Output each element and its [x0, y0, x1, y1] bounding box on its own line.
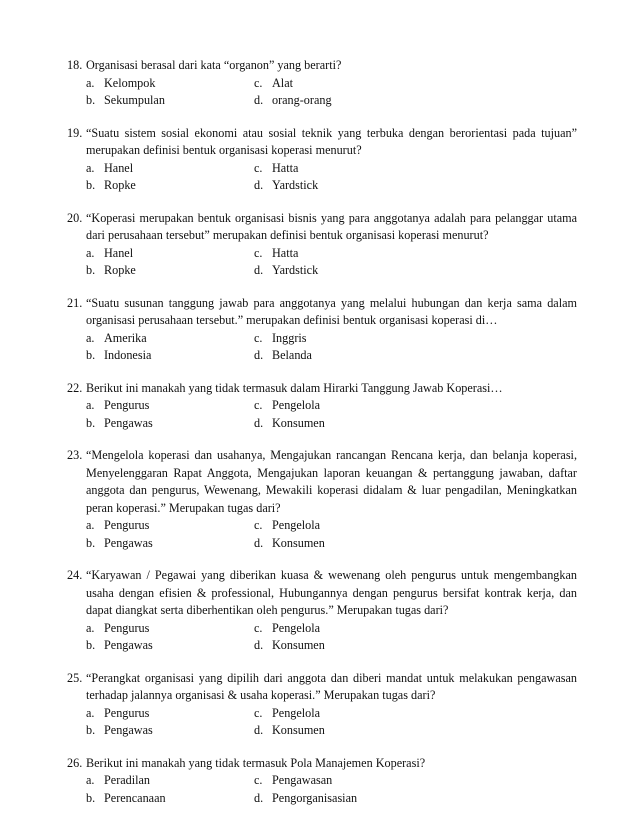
answer-option [86, 517, 254, 535]
option-letter: b. [86, 263, 96, 277]
answer-option [86, 245, 254, 263]
option-text: Pengurus [104, 620, 150, 635]
option-letter: a. [86, 518, 95, 532]
option-text: Pengawasan [272, 773, 333, 787]
answer-option [86, 160, 254, 178]
option-row [67, 415, 577, 433]
option-letter: c. [254, 160, 263, 175]
answer-option [254, 160, 298, 178]
option-row [67, 330, 577, 348]
option-letter: b. [86, 638, 96, 652]
option-letter: d. [254, 790, 264, 805]
question-row [67, 125, 577, 160]
option-letter: c. [254, 245, 263, 260]
option-row [67, 705, 577, 723]
question-text: “Suatu sistem sosial ekonomi atau sosial teknik yang terbuka dengan berorientasi pada tujuan” merupakan definisi bentuk organisasi koperasi menurut? [86, 125, 577, 157]
option-row [67, 92, 577, 110]
answer-option [86, 620, 254, 638]
answer-option [254, 535, 325, 553]
question-number: 24. [67, 568, 83, 582]
option-text: Konsumen [272, 535, 325, 550]
option-row [67, 75, 577, 93]
option-letter: d. [254, 415, 264, 430]
answer-option [254, 245, 298, 263]
option-text: Sekumpulan [104, 93, 165, 107]
question-row [67, 567, 577, 620]
question-item [67, 57, 577, 110]
option-letter: b. [86, 93, 96, 107]
option-text: Pengelola [272, 620, 321, 635]
option-text: Amerika [104, 330, 147, 345]
option-row [67, 160, 577, 178]
answer-option [86, 92, 254, 110]
option-text: Pengawas [104, 723, 153, 737]
answer-option [86, 262, 254, 280]
option-letter: a. [86, 75, 95, 90]
question-text: “Mengelola koperasi dan usahanya, Mengajukan rancangan Rencana kerja, dan belanja koperasi, Menyelenggaran Rapat Anggota, Mengajukan laporan keuangan & pertanggung jawaban, daftar anggota dan pengurus, Wewenang, Mewakili koperasi didalam & luar pengadilan, Meningkatkan peran koperasi.” Merupakan tugas dari? [86, 448, 577, 515]
question-number: 22. [67, 380, 83, 395]
question-item [67, 670, 577, 740]
option-text: Indonesia [104, 348, 152, 362]
option-row [67, 347, 577, 365]
answer-option [254, 620, 320, 638]
option-letter: d. [254, 638, 264, 652]
question-text: “Perangkat organisasi yang dipilih dari anggota dan diberi mandat untuk melakukan pengawasan terhadap jalannya organisasi & usaha koperasi.” Merupakan tugas dari? [86, 670, 577, 702]
question-number: 26. [67, 755, 83, 770]
option-letter: c. [254, 773, 263, 787]
option-text: Pengawas [104, 535, 153, 550]
option-text: Pengelola [272, 705, 321, 720]
answer-option [254, 330, 307, 348]
option-text: Hatta [272, 160, 299, 175]
option-letter: a. [86, 773, 95, 787]
answer-option [254, 637, 325, 655]
question-number: 19. [67, 125, 83, 140]
option-row [67, 262, 577, 280]
question-row [67, 57, 577, 75]
option-row [67, 245, 577, 263]
option-letter: b. [86, 723, 96, 737]
answer-option [254, 705, 320, 723]
answer-option [254, 772, 332, 790]
answer-option [254, 722, 325, 740]
option-letter: b. [86, 348, 96, 362]
question-number: 21. [67, 295, 83, 310]
question-row [67, 295, 577, 330]
option-text: orang-orang [272, 93, 332, 107]
question-text: “Suatu susunan tanggung jawab para anggotanya yang melalui hubungan dan kerja sama dalam organisasi perusahaan tersebut.” merupakan definisi bentuk organisasi koperasi di… [86, 295, 577, 327]
option-letter: c. [254, 330, 263, 345]
answer-option [254, 790, 357, 808]
question-item [67, 380, 577, 433]
option-letter: b. [86, 178, 96, 192]
option-row [67, 535, 577, 553]
option-letter: a. [86, 705, 95, 720]
option-text: Pengorganisasian [272, 790, 358, 805]
option-letter: d. [254, 93, 264, 107]
question-text: Organisasi berasal dari kata “organon” yang berarti? [86, 58, 342, 72]
option-letter: a. [86, 245, 95, 260]
question-number: 25. [67, 670, 83, 685]
question-item [67, 447, 577, 552]
option-row [67, 177, 577, 195]
answer-option [86, 637, 254, 655]
option-letter: c. [254, 620, 263, 635]
answer-option [254, 262, 318, 280]
option-letter: b. [86, 535, 96, 550]
answer-option [254, 397, 320, 415]
question-row [67, 670, 577, 705]
option-text: Pengurus [104, 518, 150, 532]
question-text: “Karyawan / Pegawai yang diberikan kuasa & wewenang oleh pengurus untuk mengembangkan usaha dengan efisien & professional, Hubungannya dengan pengurus bersifat kontrak kerja, dan dapat diangkat serta diberhentikan oleh pengurus.” Merupakan tugas dari? [86, 568, 577, 617]
option-letter: d. [254, 178, 264, 192]
option-letter: c. [254, 518, 263, 532]
option-text: Pengelola [272, 518, 321, 532]
question-number: 23. [67, 448, 83, 462]
option-text: Alat [272, 75, 293, 90]
answer-option [254, 177, 318, 195]
option-letter: d. [254, 263, 264, 277]
question-row [67, 380, 577, 398]
answer-option [254, 75, 293, 93]
option-letter: d. [254, 723, 264, 737]
option-text: Pengurus [104, 705, 150, 720]
option-text: Pengelola [272, 398, 321, 412]
option-letter: a. [86, 160, 95, 175]
answer-option [86, 535, 254, 553]
option-text: Hanel [104, 245, 134, 260]
option-row [67, 637, 577, 655]
question-list [67, 57, 577, 822]
option-text: Belanda [272, 348, 312, 362]
option-text: Yardstick [272, 263, 319, 277]
answer-option [86, 705, 254, 723]
answer-option [86, 722, 254, 740]
option-text: Peradilan [104, 773, 151, 787]
option-text: Pengawas [104, 415, 153, 430]
option-row [67, 772, 577, 790]
option-letter: a. [86, 398, 95, 412]
option-text: Perencanaan [104, 790, 166, 805]
answer-option [86, 347, 254, 365]
question-row [67, 447, 577, 517]
option-text: Konsumen [272, 723, 325, 737]
option-letter: d. [254, 348, 264, 362]
option-text: Pengawas [104, 638, 153, 652]
answer-option [254, 517, 320, 535]
option-text: Ropke [104, 263, 136, 277]
question-item [67, 755, 577, 808]
answer-option [86, 415, 254, 433]
question-item [67, 210, 577, 280]
option-row [67, 722, 577, 740]
option-text: Pengurus [104, 398, 150, 412]
option-letter: a. [86, 620, 95, 635]
question-item [67, 567, 577, 655]
question-row [67, 210, 577, 245]
option-text: Inggris [272, 330, 307, 345]
answer-option [254, 415, 325, 433]
answer-option [86, 397, 254, 415]
option-letter: c. [254, 75, 263, 90]
answer-option [254, 92, 332, 110]
answer-option [86, 75, 254, 93]
answer-option [86, 772, 254, 790]
question-item [67, 295, 577, 365]
question-item [67, 125, 577, 195]
option-row [67, 620, 577, 638]
option-letter: b. [86, 790, 96, 805]
option-text: Hanel [104, 160, 134, 175]
option-text: Ropke [104, 178, 136, 192]
option-row [67, 517, 577, 535]
option-letter: c. [254, 398, 263, 412]
option-row [67, 790, 577, 808]
option-letter: c. [254, 705, 263, 720]
option-text: Konsumen [272, 415, 325, 430]
question-row [67, 755, 577, 773]
option-letter: d. [254, 535, 264, 550]
option-text: Yardstick [272, 178, 319, 192]
option-letter: b. [86, 415, 96, 430]
question-text: “Koperasi merupakan bentuk organisasi bisnis yang para anggotanya adalah para pelanggar utama dari perusahaan tersebut” merupakan definisi bentuk organisasi koperasi menurut? [86, 210, 577, 242]
option-text: Hatta [272, 245, 299, 260]
answer-option [86, 330, 254, 348]
question-text: Berikut ini manakah yang tidak termasuk dalam Hirarki Tanggung Jawab Koperasi… [86, 380, 503, 395]
question-number: 20. [67, 210, 83, 225]
answer-option [86, 177, 254, 195]
option-letter: a. [86, 330, 95, 345]
option-row [67, 397, 577, 415]
answer-option [254, 347, 312, 365]
option-text: Kelompok [104, 75, 156, 90]
question-text: Berikut ini manakah yang tidak termasuk Pola Manajemen Koperasi? [86, 755, 426, 770]
question-number: 18. [67, 58, 83, 72]
answer-option [86, 790, 254, 808]
option-text: Konsumen [272, 638, 325, 652]
